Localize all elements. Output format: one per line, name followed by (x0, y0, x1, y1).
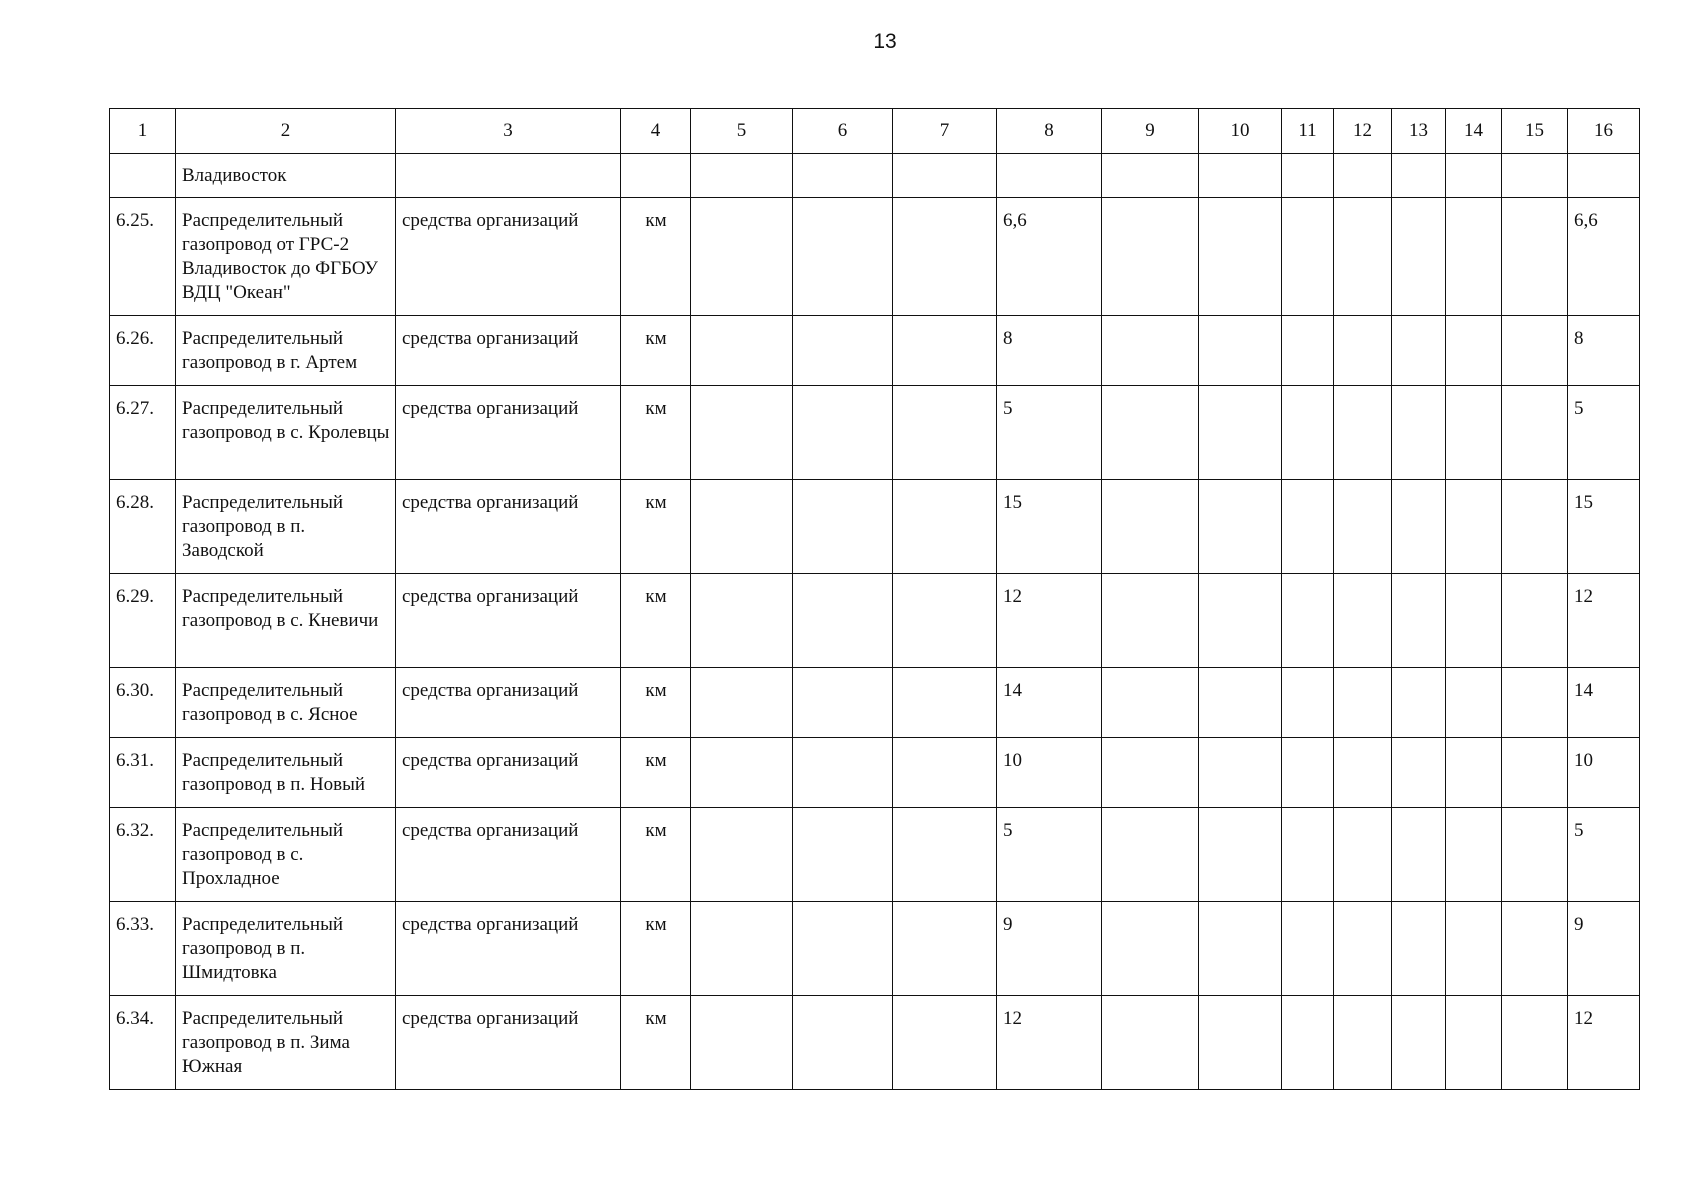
table-row (110, 668, 1640, 738)
cell-unit: км (621, 668, 691, 738)
table-row (110, 386, 1640, 480)
cell-empty (1502, 668, 1568, 738)
cell-number: 6.33. (110, 902, 176, 996)
cell-col16: 5 (1568, 808, 1640, 902)
cell-col8: 15 (997, 480, 1102, 574)
cell-col16: 8 (1568, 316, 1640, 386)
cell-empty (1502, 738, 1568, 808)
cell-empty (1102, 386, 1199, 480)
cell-col8: 12 (997, 996, 1102, 1090)
cell-empty (793, 198, 893, 316)
cell-empty (1446, 480, 1502, 574)
cell-empty (1199, 154, 1282, 198)
cell-empty (1282, 808, 1334, 902)
cell-empty (1334, 574, 1392, 668)
cell-empty (893, 738, 997, 808)
cell-empty (691, 996, 793, 1090)
cell-empty (1102, 154, 1199, 198)
cell-empty (1282, 738, 1334, 808)
cell-empty (793, 386, 893, 480)
page-number: 13 (873, 30, 897, 53)
cell-source: средства организаций (396, 996, 621, 1090)
cell-empty (1392, 154, 1446, 198)
cell-empty (1392, 996, 1446, 1090)
cell-empty (691, 808, 793, 902)
cell-empty (1282, 996, 1334, 1090)
cell-empty (1102, 480, 1199, 574)
cell-empty (1282, 316, 1334, 386)
column-header: 14 (1446, 109, 1502, 154)
column-header: 6 (793, 109, 893, 154)
cell-source: средства организаций (396, 902, 621, 996)
cell-col16: 14 (1568, 668, 1640, 738)
data-table (109, 108, 1640, 1090)
cell-empty (1282, 198, 1334, 316)
cell-col8: 9 (997, 902, 1102, 996)
cell-empty (893, 480, 997, 574)
table-row (110, 316, 1640, 386)
cell-empty (1199, 480, 1282, 574)
cell-empty (893, 386, 997, 480)
cell-col8: 5 (997, 808, 1102, 902)
cell-empty (1446, 154, 1502, 198)
cell-empty (1392, 808, 1446, 902)
cell-unit: км (621, 808, 691, 902)
cell-unit: км (621, 198, 691, 316)
cell-empty (893, 996, 997, 1090)
cell-empty (997, 154, 1102, 198)
cell-empty (1334, 316, 1392, 386)
cell-empty (691, 198, 793, 316)
cell-col16: 5 (1568, 386, 1640, 480)
cell-empty (1282, 480, 1334, 574)
cell-empty (1102, 902, 1199, 996)
cell-unit: км (621, 738, 691, 808)
cell-empty (793, 316, 893, 386)
cell-empty (893, 316, 997, 386)
cell-empty (1102, 996, 1199, 1090)
cell-empty (1334, 738, 1392, 808)
continuation-row (110, 154, 1640, 198)
cell-empty (1334, 668, 1392, 738)
cell-name: Распределительный газопровод в п. Новый (176, 738, 396, 808)
cell-empty (1446, 316, 1502, 386)
cell-number: 6.26. (110, 316, 176, 386)
cell-number: 6.34. (110, 996, 176, 1090)
cell-empty (1199, 574, 1282, 668)
cell-number: 6.28. (110, 480, 176, 574)
cell-empty (1199, 198, 1282, 316)
cell-empty (396, 154, 621, 198)
table-row (110, 198, 1640, 316)
cell-name: Распределительный газопровод в п. Шмидтовка (176, 902, 396, 996)
cell-empty (1199, 808, 1282, 902)
cell-empty (893, 902, 997, 996)
cell-col16: 9 (1568, 902, 1640, 996)
cell-empty (793, 902, 893, 996)
cell-source: средства организаций (396, 386, 621, 480)
cell-name: Владивосток (176, 154, 396, 198)
cell-col8: 14 (997, 668, 1102, 738)
column-header: 1 (110, 109, 176, 154)
cell-empty (1102, 316, 1199, 386)
cell-empty (1392, 316, 1446, 386)
cell-empty (1199, 996, 1282, 1090)
cell-empty (110, 154, 176, 198)
header-row (110, 109, 1640, 154)
column-header: 16 (1568, 109, 1640, 154)
column-header: 15 (1502, 109, 1568, 154)
cell-empty (1392, 574, 1446, 668)
cell-col8: 12 (997, 574, 1102, 668)
column-header: 5 (691, 109, 793, 154)
column-header: 7 (893, 109, 997, 154)
cell-empty (1102, 198, 1199, 316)
cell-empty (1334, 808, 1392, 902)
cell-empty (1446, 996, 1502, 1090)
cell-name: Распределительный газопровод в с. Кролевцы (176, 386, 396, 480)
cell-empty (691, 480, 793, 574)
cell-empty (1502, 386, 1568, 480)
column-header: 8 (997, 109, 1102, 154)
cell-empty (1334, 386, 1392, 480)
cell-empty (691, 574, 793, 668)
column-header: 3 (396, 109, 621, 154)
cell-empty (1502, 574, 1568, 668)
cell-empty (1199, 738, 1282, 808)
cell-unit: км (621, 574, 691, 668)
cell-source: средства организаций (396, 738, 621, 808)
cell-empty (691, 668, 793, 738)
cell-unit: км (621, 902, 691, 996)
cell-number: 6.31. (110, 738, 176, 808)
cell-name: Распределительный газопровод в п. Зима Южная (176, 996, 396, 1090)
cell-unit: км (621, 996, 691, 1090)
cell-name: Распределительный газопровод в с. Кневичи (176, 574, 396, 668)
cell-empty (1446, 574, 1502, 668)
cell-name: Распределительный газопровод в г. Артем (176, 316, 396, 386)
cell-col8: 6,6 (997, 198, 1102, 316)
table-row (110, 808, 1640, 902)
cell-empty (793, 154, 893, 198)
table-row (110, 480, 1640, 574)
cell-empty (1102, 574, 1199, 668)
cell-empty (1502, 996, 1568, 1090)
cell-empty (1282, 668, 1334, 738)
cell-source: средства организаций (396, 316, 621, 386)
cell-name: Распределительный газопровод в с. Прохладное (176, 808, 396, 902)
cell-number: 6.27. (110, 386, 176, 480)
cell-unit: км (621, 386, 691, 480)
table-row (110, 738, 1640, 808)
cell-source: средства организаций (396, 198, 621, 316)
cell-empty (621, 154, 691, 198)
cell-empty (793, 738, 893, 808)
cell-empty (793, 808, 893, 902)
cell-empty (1446, 808, 1502, 902)
cell-empty (1446, 902, 1502, 996)
cell-unit: км (621, 316, 691, 386)
cell-empty (691, 738, 793, 808)
column-header: 13 (1392, 109, 1446, 154)
column-header: 11 (1282, 109, 1334, 154)
cell-empty (691, 902, 793, 996)
cell-empty (691, 386, 793, 480)
cell-empty (1502, 808, 1568, 902)
cell-col8: 10 (997, 738, 1102, 808)
cell-number: 6.32. (110, 808, 176, 902)
cell-empty (1446, 668, 1502, 738)
cell-number: 6.25. (110, 198, 176, 316)
cell-empty (1502, 316, 1568, 386)
cell-empty (1102, 738, 1199, 808)
cell-empty (893, 808, 997, 902)
cell-empty (691, 316, 793, 386)
cell-empty (1199, 316, 1282, 386)
cell-empty (1282, 154, 1334, 198)
cell-empty (1334, 480, 1392, 574)
cell-col8: 5 (997, 386, 1102, 480)
cell-empty (1502, 480, 1568, 574)
column-header: 4 (621, 109, 691, 154)
cell-empty (1502, 902, 1568, 996)
cell-empty (1392, 386, 1446, 480)
column-header: 9 (1102, 109, 1199, 154)
table-row (110, 996, 1640, 1090)
cell-empty (793, 668, 893, 738)
cell-col8: 8 (997, 316, 1102, 386)
cell-source: средства организаций (396, 668, 621, 738)
cell-name: Распределительный газопровод в п. Заводской (176, 480, 396, 574)
cell-empty (893, 574, 997, 668)
cell-empty (1568, 154, 1640, 198)
cell-number: 6.30. (110, 668, 176, 738)
table-row (110, 902, 1640, 996)
cell-empty (1102, 668, 1199, 738)
cell-empty (1392, 198, 1446, 316)
cell-source: средства организаций (396, 480, 621, 574)
cell-empty (893, 198, 997, 316)
cell-source: средства организаций (396, 808, 621, 902)
cell-empty (1334, 154, 1392, 198)
cell-empty (1199, 668, 1282, 738)
cell-number: 6.29. (110, 574, 176, 668)
cell-col16: 10 (1568, 738, 1640, 808)
cell-col16: 6,6 (1568, 198, 1640, 316)
cell-col16: 12 (1568, 996, 1640, 1090)
cell-empty (1334, 902, 1392, 996)
table-row (110, 574, 1640, 668)
cell-empty (1282, 574, 1334, 668)
cell-empty (1392, 668, 1446, 738)
cell-unit: км (621, 480, 691, 574)
cell-empty (1446, 386, 1502, 480)
cell-empty (793, 574, 893, 668)
cell-empty (1334, 996, 1392, 1090)
cell-empty (1199, 386, 1282, 480)
cell-empty (1392, 480, 1446, 574)
column-header: 12 (1334, 109, 1392, 154)
cell-empty (1392, 738, 1446, 808)
cell-empty (691, 154, 793, 198)
cell-empty (1446, 198, 1502, 316)
column-header: 2 (176, 109, 396, 154)
cell-empty (893, 668, 997, 738)
cell-empty (1102, 808, 1199, 902)
cell-col16: 15 (1568, 480, 1640, 574)
cell-empty (1392, 902, 1446, 996)
cell-empty (1282, 902, 1334, 996)
cell-name: Распределительный газопровод от ГРС-2 Владивосток до ФГБОУ ВДЦ "Океан" (176, 198, 396, 316)
cell-name: Распределительный газопровод в с. Ясное (176, 668, 396, 738)
cell-empty (1502, 154, 1568, 198)
cell-source: средства организаций (396, 574, 621, 668)
cell-empty (1502, 198, 1568, 316)
cell-empty (793, 996, 893, 1090)
cell-empty (893, 154, 997, 198)
cell-empty (1334, 198, 1392, 316)
column-header: 10 (1199, 109, 1282, 154)
cell-empty (1446, 738, 1502, 808)
cell-empty (1282, 386, 1334, 480)
cell-empty (793, 480, 893, 574)
cell-empty (1199, 902, 1282, 996)
cell-col16: 12 (1568, 574, 1640, 668)
